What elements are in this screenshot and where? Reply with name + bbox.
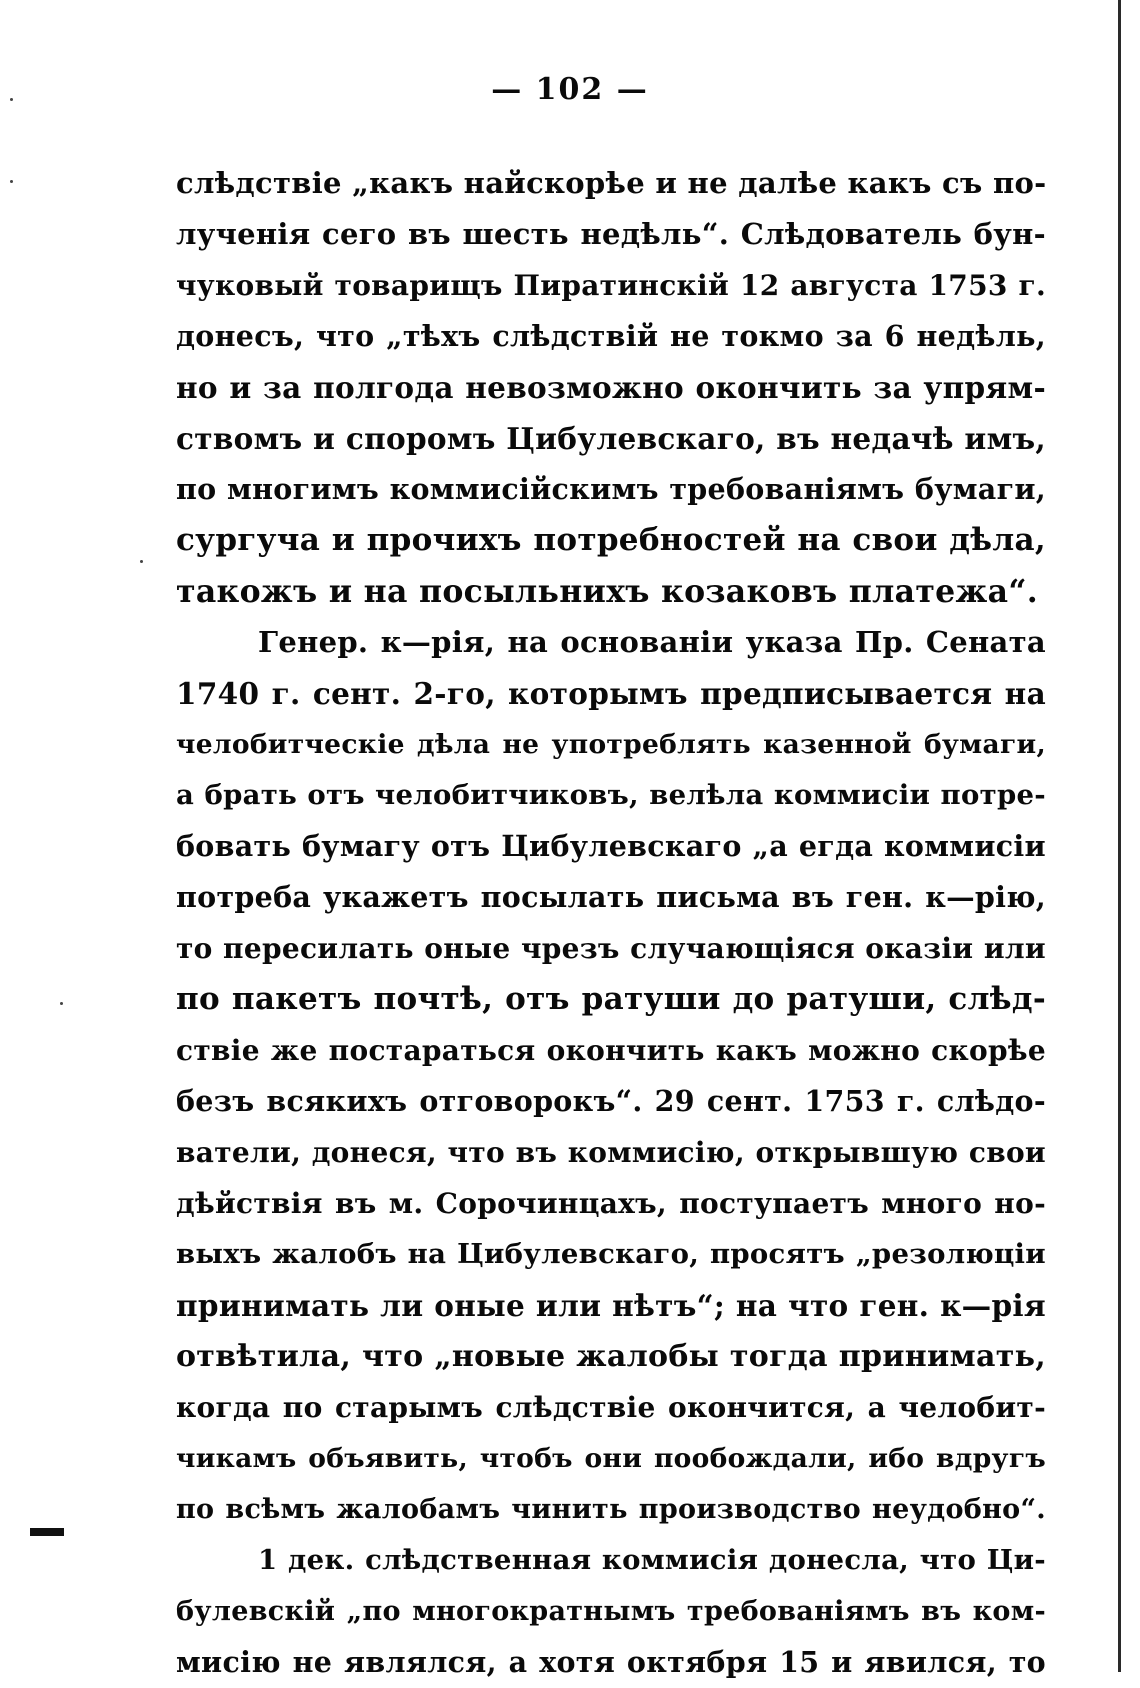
text-line: донесъ, что „тѣхъ слѣдствій не токмо за 6 недѣль, <box>176 319 1046 353</box>
text-line: ствіе же постараться окончить какъ можно скорѣе <box>176 1034 1046 1067</box>
text-line: бовать бумагу отъ Цибулевскаго „а егда коммисіи <box>176 829 1046 863</box>
text-line: дѣйствія въ м. Сорочинцахъ, поступаетъ много но- <box>176 1187 1046 1220</box>
text-line: челобитческіе дѣла не употреблять казенной бумаги, <box>176 729 1046 760</box>
scan-speck <box>60 1002 63 1005</box>
text-line: ствомъ и споромъ Цибулевскаго, въ недачѣ имъ, <box>176 421 1046 456</box>
page-edge-rule <box>1118 0 1121 1672</box>
text-line: слѣдствіе „какъ найскорѣе и не далѣе какъ съ по- <box>176 166 1047 200</box>
margin-mark <box>30 1528 64 1536</box>
text-line: выхъ жалобъ на Цибулевскаго, просятъ „резолюціи <box>176 1238 1046 1270</box>
text-line: но и за полгода невозможно окончить за упрям- <box>176 370 1046 405</box>
text-line: принимать ли оные или нѣтъ“; на что ген. к—рія <box>176 1288 1046 1323</box>
text-line: когда по старымъ слѣдствіе окончится, а челобит- <box>176 1391 1046 1424</box>
text-line: безъ всякихъ отговорокъ“. 29 сент. 1753 г. слѣдо- <box>176 1084 1046 1118</box>
text-line: такожъ и на посыльнихъ козаковъ платежа“. <box>176 573 1039 610</box>
text-line: по многимъ коммисійскимъ требованіямъ бумаги, <box>176 472 1046 506</box>
text-line: по пакетъ почтѣ, отъ ратуши до ратуши, слѣд- <box>176 981 1046 1017</box>
scan-speck <box>10 180 13 183</box>
text-line: то пересилать оные чрезъ случающіяся оказіи или <box>176 932 1046 965</box>
text-line: отвѣтила, что „новые жалобы тогда принимать, <box>176 1339 1046 1374</box>
scan-speck <box>140 560 143 563</box>
text-line: сургуча и прочихъ потребностей на свои дѣла, <box>176 522 1046 558</box>
text-line: чикамъ объявить, чтобъ они пообождали, ибо вдругъ <box>176 1443 1046 1474</box>
paragraph-first-line: Генер. к—рія, на основаніи указа Пр. Сената <box>258 625 1046 659</box>
text-line: по всѣмъ жалобамъ чинить производство неудобно“. <box>176 1494 1046 1525</box>
text-line: 1740 г. сент. 2-го, которымъ предписывается на <box>176 676 1046 711</box>
body-text <box>176 158 1046 1688</box>
text-line: лученія сего въ шесть недѣль“. Слѣдователь бун- <box>176 217 1046 251</box>
text-line: ватели, донеся, что въ коммисію, открывшую свои <box>176 1136 1046 1169</box>
text-line: чуковый товарищъ Пиратинскій 12 августа 1753 г. <box>176 269 1046 302</box>
page-number: — 102 — <box>491 72 649 107</box>
text-line: мисію не являлся, а хотя октября 15 и явился, то <box>176 1645 1046 1679</box>
paragraph-first-line: 1 дек. слѣдственная коммисія донесла, что Ци- <box>258 1544 1046 1576</box>
text-line: булевскій „по многократнымъ требованіямъ въ ком- <box>176 1596 1046 1627</box>
text-line: а брать отъ челобитчиковъ, велѣла коммисіи потре- <box>176 779 1046 811</box>
text-line: потреба укажетъ посылать письма въ ген. к—рію, <box>176 880 1046 914</box>
